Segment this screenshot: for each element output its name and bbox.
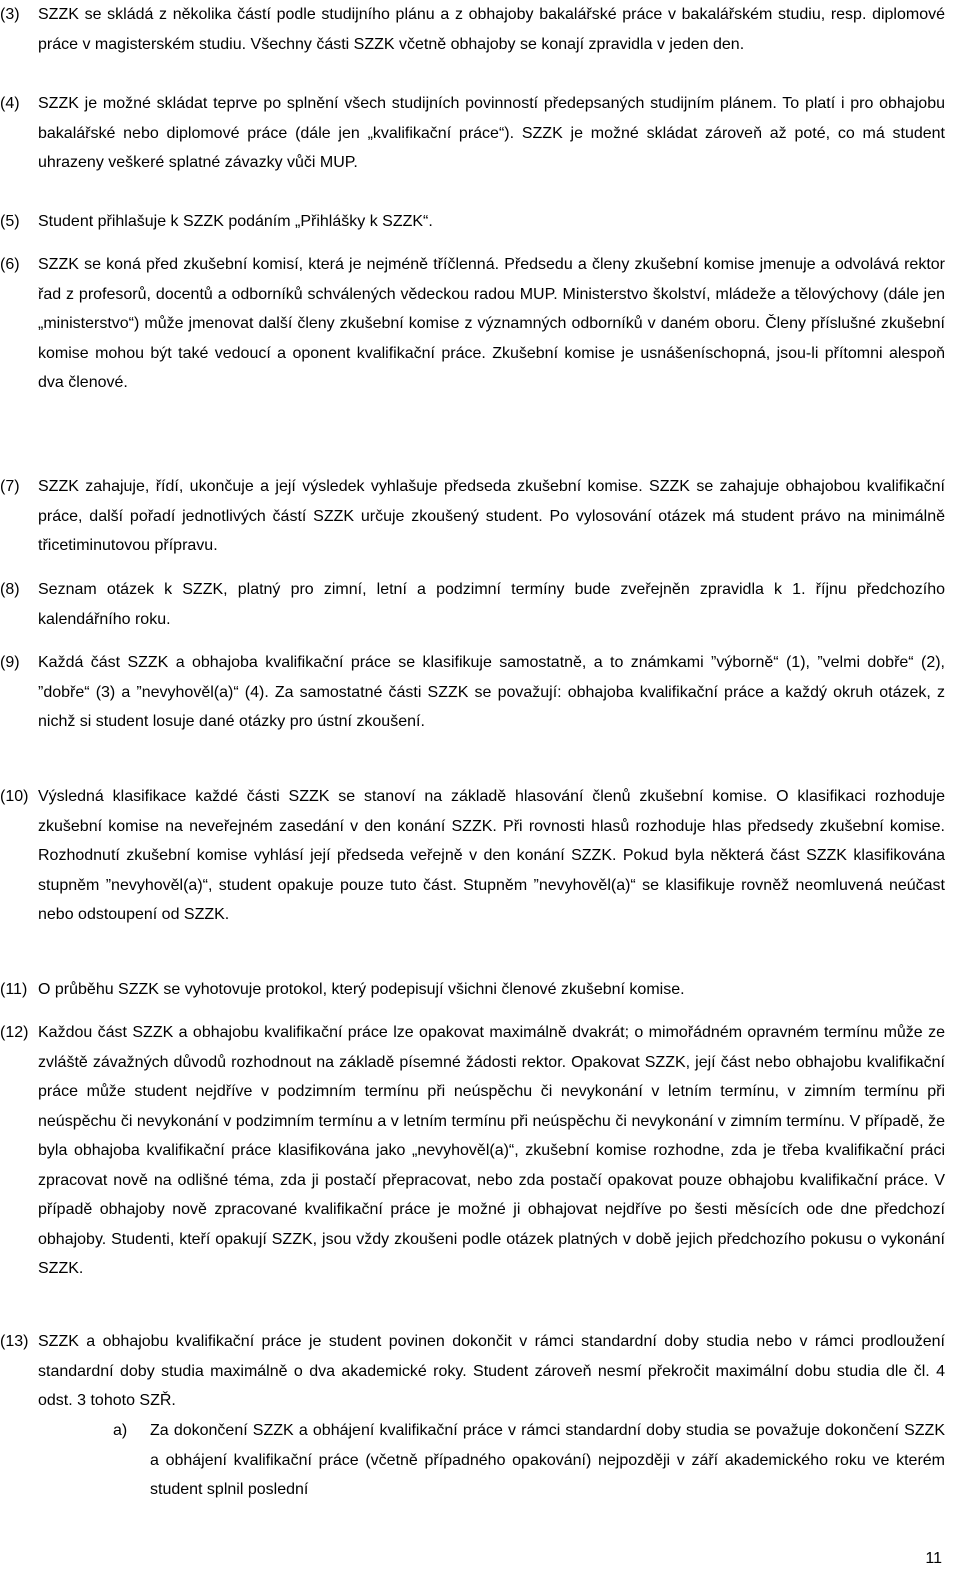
page-number: 11 bbox=[925, 1550, 942, 1567]
paragraph-number: (8) bbox=[0, 581, 20, 598]
paragraph-number: (7) bbox=[0, 478, 20, 495]
paragraph-text: SZZK se koná před zkušební komisí, která je nejméně tříčlenná. Předsedu a členy zkušební komise jmenuje a odvolává rektor řad z profesorů, docentů a odborníků schválených vědeckou radou MUP. Ministerstvo školství, mládeže a tělovýchovy (dále jen „ministerstvo“) může jmenovat další členy zkušební komise z významných odborníků v daném oboru. Členy příslušné zkušební komise mohou být také vedoucí a oponent kvalifikační práce. Zkušební komise je usnášeníschopná, jsou-li přítomni alespoň dva členové. bbox=[38, 256, 945, 391]
paragraph-12 bbox=[0, 1018, 945, 1284]
subitem-a bbox=[113, 1416, 945, 1505]
paragraph-text: SZZK se skládá z několika částí podle studijního plánu a z obhajoby bakalářské práce v bakalářském studiu, resp. diplomové práce v magisterském studiu. Všechny části SZZK včetně obhajoby se konají zpravidla v jeden den. bbox=[38, 6, 945, 53]
paragraph-number: (11) bbox=[0, 981, 28, 998]
paragraph-text: O průběhu SZZK se vyhotovuje protokol, který podepisují všichni členové zkušební komise. bbox=[38, 981, 685, 998]
paragraph-number: (12) bbox=[0, 1024, 29, 1041]
paragraph-text: SZZK zahajuje, řídí, ukončuje a její výsledek vyhlašuje předseda zkušební komise. SZZK se zahajuje obhajobou kvalifikační práce, další pořadí jednotlivých částí SZZK určuje zkoušený student. Po vylosování otázek má student právo na minimálně třicetiminutovou přípravu. bbox=[38, 478, 945, 554]
paragraph-7 bbox=[0, 472, 945, 561]
paragraph-13 bbox=[0, 1327, 945, 1416]
paragraph-text: Student přihlašuje k SZZK podáním „Přihlášky k SZZK“. bbox=[38, 213, 433, 230]
subitem-letter: a) bbox=[113, 1422, 128, 1439]
paragraph-number: (13) bbox=[0, 1333, 29, 1350]
paragraph-number: (10) bbox=[0, 788, 29, 805]
paragraph-number: (4) bbox=[0, 95, 20, 112]
paragraph-3 bbox=[0, 0, 945, 59]
paragraph-text: SZZK je možné skládat teprve po splnění všech studijních povinností předepsaných studijním plánem. To platí i pro obhajobu bakalářské nebo diplomové práce (dále jen „kvalifikační práce“). SZZK je možné skládat zároveň až poté, co má student uhrazeny veškeré splatné závazky vůči MUP. bbox=[38, 95, 945, 171]
paragraph-8 bbox=[0, 575, 945, 634]
paragraph-11 bbox=[0, 975, 945, 1005]
paragraph-text: Každá část SZZK a obhajoba kvalifikační práce se klasifikuje samostatně, a to známkami ”výborně“ (1), ”velmi dobře“ (2), ”dobře“ (3) a ”nevyhověl(a)“ (4). Za samostatné části SZZK se považují: obhajoba kvalifikační práce a každý okruh otázek, z nichž si student losuje dané otázky pro ústní zkoušení. bbox=[38, 654, 945, 730]
paragraph-text: SZZK a obhajobu kvalifikační práce je student povinen dokončit v rámci standardní doby studia nebo v rámci prodloužení standardní doby studia maximálně o dva akademické roky. Student zároveň nesmí překročit maximální dobu studia dle čl. 4 odst. 3 tohoto SZŘ. bbox=[38, 1333, 945, 1409]
paragraph-number: (6) bbox=[0, 256, 20, 273]
paragraph-9 bbox=[0, 648, 945, 737]
paragraph-number: (3) bbox=[0, 6, 20, 23]
paragraph-text: Výsledná klasifikace každé části SZZK se stanoví na základě hlasování členů zkušební komise. O klasifikaci rozhoduje zkušební komise na neveřejném zasedání v den konání SZZK. Při rovnosti hlasů rozhoduje hlas předsedy zkušební komise. Rozhodnutí zkušební komise vyhlásí její předseda veřejně v den konání SZZK. Pokud byla některá část SZZK klasifikována stupněm ”nevyhověl(a)“, student opakuje pouze tuto část. Stupněm ”nevyhověl(a)“ se klasifikuje rovněž neomluvená neúčast nebo odstoupení od SZZK. bbox=[38, 788, 945, 923]
paragraph-4 bbox=[0, 89, 945, 178]
paragraph-text: Seznam otázek k SZZK, platný pro zimní, letní a podzimní termíny bude zveřejněn zpravidla k 1. říjnu předchozího kalendářního roku. bbox=[38, 581, 945, 628]
subitem-text: Za dokončení SZZK a obhájení kvalifikační práce v rámci standardní doby studia se považuje dokončení SZZK a obhájení kvalifikační práce (včetně případného opakování) nejpozději v září akademického roku ve kterém student splnil poslední bbox=[150, 1422, 945, 1498]
paragraph-10 bbox=[0, 782, 945, 930]
paragraph-number: (9) bbox=[0, 654, 20, 671]
paragraph-number: (5) bbox=[0, 213, 20, 230]
paragraph-text: Každou část SZZK a obhajobu kvalifikační práce lze opakovat maximálně dvakrát; o mimořádném opravném termínu může ze zvláště závažných důvodů rozhodnout na základě písemné žádosti rektor. Opakovat SZZK, její část nebo obhajobu kvalifikační práce může student nejdříve v podzimním termínu při neúspěchu či nevykonání v letním termínu, v zimním termínu při neúspěchu či nevykonání v podzimním termínu a v letním termínu při neúspěchu či nevykonání v zimním termínu. V případě, že byla obhajoba kvalifikační práce klasifikována jako „nevyhověl(a)“, zkušební komise rozhodne, zda je třeba kvalifikační práci zpracovat nově na odlišné téma, zda ji postačí přepracovat, nebo zda postačí opakovat pouze obhajobu kvalifikační práce. V případě obhajoby nově zpracované kvalifikační práce je možné ji obhajovat nejdříve po šesti měsících ode dne předchozí obhajoby. Studenti, kteří opakují SZZK, jsou vždy zkoušeni podle otázek platných v době jejich předchozího pokusu o vykonání SZZK. bbox=[38, 1024, 945, 1277]
paragraph-5 bbox=[0, 207, 945, 237]
paragraph-6 bbox=[0, 250, 945, 398]
